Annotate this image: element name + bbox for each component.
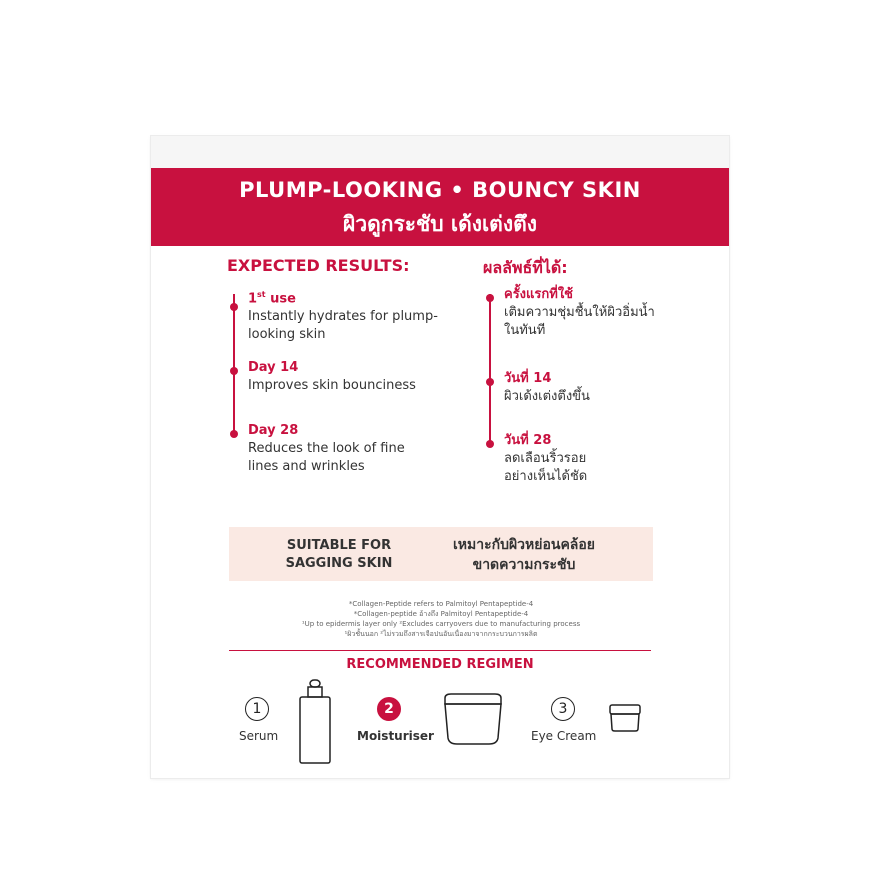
expected-results-heading: EXPECTED RESULTS:	[227, 256, 410, 275]
timeline-line	[489, 294, 491, 444]
result-step-day-14-thai	[504, 370, 694, 406]
step-description-line: ในทันที	[504, 323, 546, 338]
timeline-dot	[486, 440, 494, 448]
product-info-panel	[151, 136, 729, 778]
panel-top-strip	[151, 136, 729, 168]
step-description: Instantly hydrates for plump-looking skin	[248, 309, 438, 343]
expected-results-english	[227, 256, 438, 474]
regimen-divider	[229, 650, 651, 651]
footnote-line: *Collagen-Peptide refers to Palmitoyl Pentapeptide-4	[348, 600, 534, 608]
expected-results-heading-thai: ผลลัพธ์ที่ได้:	[483, 258, 568, 277]
step-title: 1st use	[248, 290, 296, 307]
serum-bottle-icon	[297, 678, 333, 766]
result-step-day-14	[248, 359, 438, 395]
step-title: ครั้งแรกที่ใช้	[504, 287, 573, 302]
step-description-line: ลดเลือนริ้วรอย	[504, 451, 587, 466]
timeline-line	[233, 294, 235, 434]
suitable-en-line: SAGGING SKIN	[285, 556, 393, 571]
regimen-step-label: Eye Cream	[531, 729, 597, 743]
headline-thai: ผิวดูกระชับ เด้งเต่งตึง	[343, 212, 537, 236]
suitable-th-line: ขาดความกระชับ	[472, 557, 576, 573]
result-step-day-28-thai	[504, 432, 694, 486]
step-description-line: ผิวเด้งเต่งตึงขึ้น	[504, 389, 590, 404]
suitable-for-thai	[429, 535, 619, 575]
timeline-dot	[230, 367, 238, 375]
regimen-step-label: Serum	[239, 729, 279, 743]
step-title: Day 28	[248, 423, 299, 438]
step-title: วันที่ 28	[504, 433, 552, 448]
timeline-dot	[486, 294, 494, 302]
timeline-dot	[230, 303, 238, 311]
result-step-first-use-thai	[504, 286, 694, 340]
result-step-day-28	[248, 422, 438, 476]
headline-english: PLUMP-LOOKING • BOUNCY SKIN	[239, 178, 641, 202]
eye-cream-jar-icon	[608, 703, 642, 733]
regimen-step-number: 1	[245, 697, 269, 721]
suitable-for-box	[229, 527, 653, 581]
regimen-step-number: 3	[551, 697, 575, 721]
step-title: วันที่ 14	[504, 371, 552, 386]
timeline-dot	[486, 378, 494, 386]
step-title: Day 14	[248, 360, 299, 375]
regimen-title: RECOMMENDED REGIMEN	[346, 657, 534, 672]
step-description: Improves skin bounciness	[248, 378, 416, 393]
step-description-line: อย่างเห็นได้ชัด	[504, 469, 588, 484]
suitable-th-line: เหมาะกับผิวหย่อนคล้อย	[452, 537, 596, 553]
timeline-dot	[230, 430, 238, 438]
footnote-line: ¹Up to epidermis layer only ²Excludes carryovers due to manufacturing process	[301, 620, 581, 628]
expected-results-thai	[483, 256, 703, 484]
regimen-step-number: 2	[377, 697, 401, 721]
regimen-step-label: Moisturiser	[357, 729, 434, 743]
footnote-line: *Collagen-peptide อ้างถึง Palmitoyl Pentapeptide-4	[353, 610, 529, 618]
step-description-line: เติมความชุ่มชื้นให้ผิวอิ่มน้ำ	[504, 305, 655, 320]
footnote-line: ¹ผิวชั้นนอก ²ไม่รวมถึงสารเจือปนอันเนื่องมาจากกระบวนการผลิต	[344, 630, 538, 638]
step-description: Reduces the look of fine lines and wrinkles	[248, 441, 405, 474]
suitable-for-english	[279, 537, 399, 573]
footnotes	[211, 599, 671, 639]
results-timeline-english	[233, 286, 438, 516]
suitable-en-line: SUITABLE FOR	[286, 538, 392, 553]
moisturiser-jar-icon	[441, 692, 505, 746]
result-step-first-use	[248, 286, 438, 344]
results-timeline-thai	[489, 286, 689, 516]
headline-banner	[151, 168, 729, 246]
